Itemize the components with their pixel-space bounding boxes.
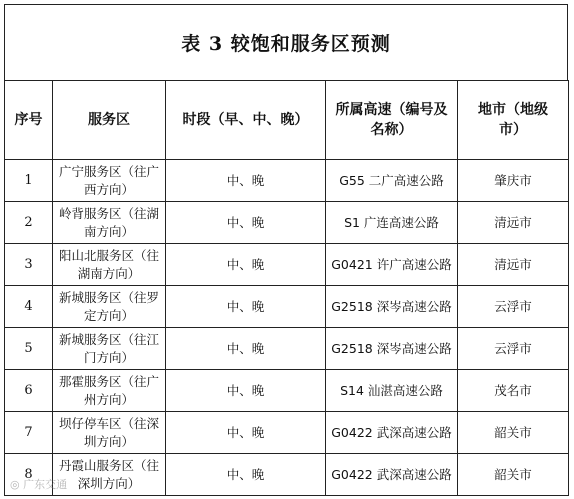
table-row <box>5 412 569 454</box>
table-row <box>5 370 569 412</box>
cell-period: 中、晚 <box>166 370 326 412</box>
table-body <box>5 160 569 496</box>
cell-highway: G2518 深岑高速公路 <box>326 328 458 370</box>
cell-city: 韶关市 <box>458 454 569 496</box>
cell-city: 清远市 <box>458 244 569 286</box>
cell-period: 中、晚 <box>166 454 326 496</box>
service-area-table <box>4 80 569 496</box>
forecast-table-sheet <box>4 4 568 495</box>
header-seq: 序号 <box>5 81 53 160</box>
cell-period: 中、晚 <box>166 412 326 454</box>
cell-service-area: 阳山北服务区（往湖南方向） <box>53 244 166 286</box>
cell-seq: 7 <box>5 412 53 454</box>
watermark-logo: ◎ 广东交通 <box>10 478 68 491</box>
table-header-row <box>5 81 569 160</box>
cell-service-area: 岭背服务区（往湖南方向） <box>53 202 166 244</box>
cell-highway: G2518 深岑高速公路 <box>326 286 458 328</box>
cell-city: 肇庆市 <box>458 160 569 202</box>
table-row <box>5 286 569 328</box>
cell-service-area: 那霍服务区（往广州方向） <box>53 370 166 412</box>
header-period: 时段（早、中、晚） <box>166 81 326 160</box>
cell-city: 云浮市 <box>458 328 569 370</box>
header-city <box>458 81 569 160</box>
cell-city: 韶关市 <box>458 412 569 454</box>
cell-highway: G55 二广高速公路 <box>326 160 458 202</box>
cell-city: 云浮市 <box>458 286 569 328</box>
table-row <box>5 454 569 496</box>
cell-seq: 2 <box>5 202 53 244</box>
cell-seq: 1 <box>5 160 53 202</box>
cell-city: 茂名市 <box>458 370 569 412</box>
cell-highway: S1 广连高速公路 <box>326 202 458 244</box>
cell-period: 中、晚 <box>166 328 326 370</box>
cell-period: 中、晚 <box>166 160 326 202</box>
table-row <box>5 328 569 370</box>
cell-city: 清远市 <box>458 202 569 244</box>
header-city-label: 地市（地级市） <box>478 102 548 138</box>
cell-period: 中、晚 <box>166 244 326 286</box>
cell-service-area: 广宁服务区（往广西方向） <box>53 160 166 202</box>
cell-seq: 8 <box>5 454 53 496</box>
table-row <box>5 202 569 244</box>
table-row <box>5 244 569 286</box>
cell-period: 中、晚 <box>166 286 326 328</box>
cell-highway: S14 汕湛高速公路 <box>326 370 458 412</box>
cell-service-area: 丹霞山服务区（往深圳方向） <box>53 454 166 496</box>
table-row <box>5 160 569 202</box>
header-road <box>326 81 458 160</box>
cell-service-area: 坝仔停车区（往深圳方向） <box>53 412 166 454</box>
cell-period: 中、晚 <box>166 202 326 244</box>
header-area: 服务区 <box>53 81 166 160</box>
cell-service-area: 新城服务区（往罗定方向） <box>53 286 166 328</box>
cell-seq: 3 <box>5 244 53 286</box>
header-road-label: 所属高速（编号及名称） <box>335 102 448 138</box>
table-title: 表 3 较饱和服务区预测 <box>4 4 568 80</box>
cell-seq: 6 <box>5 370 53 412</box>
cell-highway: G0422 武深高速公路 <box>326 454 458 496</box>
cell-highway: G0422 武深高速公路 <box>326 412 458 454</box>
cell-seq: 5 <box>5 328 53 370</box>
cell-highway: G0421 许广高速公路 <box>326 244 458 286</box>
cell-seq: 4 <box>5 286 53 328</box>
cell-service-area: 新城服务区（往江门方向） <box>53 328 166 370</box>
